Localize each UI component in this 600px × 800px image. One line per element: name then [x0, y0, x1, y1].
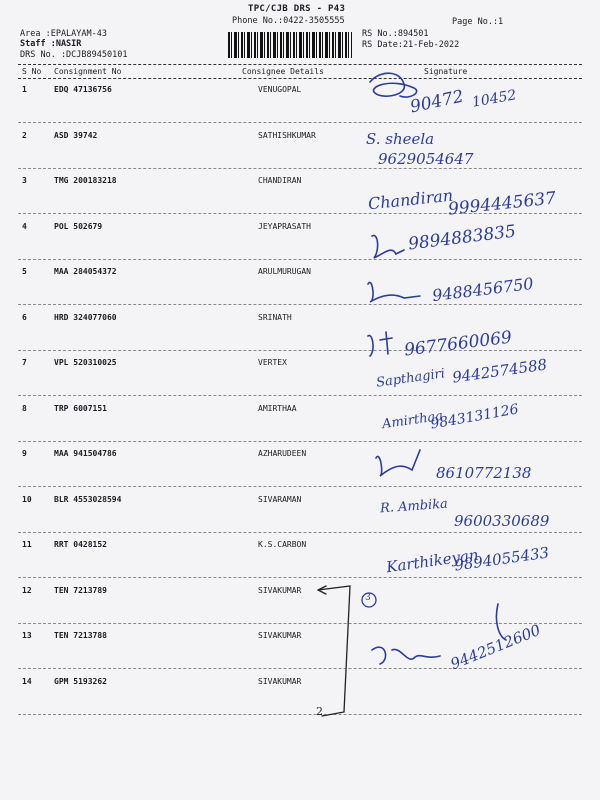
- row-consignment-no: HRD 324077060: [54, 312, 117, 322]
- sheet-title: TPC/CJB DRS - P43: [248, 4, 346, 14]
- signature-scribble-6: [368, 332, 392, 356]
- row-sno: 12: [22, 585, 32, 595]
- page-number: Page No.:1: [452, 17, 504, 27]
- hw-r4-phone: 9894883835: [407, 221, 517, 255]
- row-consignee: AMIRTHAA: [258, 403, 297, 413]
- row-consignment-no: ASD 39742: [54, 130, 98, 140]
- bracket-line: [318, 586, 350, 716]
- row-sno: 8: [22, 403, 27, 413]
- hw-r12-circle: 3: [365, 593, 371, 603]
- row-consignee: SIVARAMAN: [258, 494, 302, 504]
- signature-scribble-1: [370, 73, 417, 97]
- col-consignment: Consignment No: [54, 67, 122, 76]
- hw-r7-phone: 9442574588: [451, 355, 549, 387]
- hw-r11-phone: 9894055433: [453, 543, 551, 575]
- row-consignee: SIVAKUMAR: [258, 585, 302, 595]
- row-sno: 9: [22, 449, 27, 458]
- row-consignee: ARULMURUGAN: [258, 267, 311, 276]
- hw-r10-phone: 9600330689: [454, 512, 550, 530]
- row-consignment-no: VPL 520310025: [54, 358, 117, 367]
- row-consignment-no: RRT 0428152: [54, 540, 107, 549]
- row-consignment-no: GPM 5193262: [54, 676, 107, 686]
- hw-r5-phone: 9488456750: [431, 273, 535, 306]
- row-consignee: JEYAPRASATH: [258, 221, 311, 231]
- row-consignee: VERTEX: [258, 358, 287, 367]
- row-consignee: CHANDIRAN: [258, 176, 302, 185]
- row-consignment-no: MAA 284054372: [54, 267, 117, 276]
- signature-scribble-13: [372, 647, 440, 664]
- row-consignment-no: POL 502679: [54, 221, 103, 231]
- row-sno: 2: [22, 130, 27, 140]
- row-sno: 3: [22, 176, 27, 185]
- rs-number: RS No.:894501: [362, 29, 429, 39]
- hw-r14-mark: 2: [316, 705, 323, 718]
- row-consignment-no: TRP 6007151: [54, 403, 107, 413]
- row-sno: 6: [22, 312, 27, 322]
- row-sno: 4: [22, 221, 27, 231]
- row-consignee: K.S.CARBON: [258, 540, 307, 549]
- row-consignee: AZHARUDEEN: [258, 449, 307, 458]
- hw-r7-name: Sapthagiri: [375, 366, 446, 391]
- row-consignment-no: MAA 941504786: [54, 449, 117, 458]
- hw-r11-name: Karthikeyan: [385, 545, 480, 577]
- hw-r2-name: S. sheela: [366, 130, 435, 148]
- signature-scribble-9: [376, 450, 420, 476]
- row-consignee: VENUGOPAL: [258, 85, 302, 94]
- hw-r2-phone: 9629054647: [378, 150, 474, 168]
- hw-r1-num-a: 90472: [408, 86, 466, 118]
- col-sno: S No: [22, 67, 42, 76]
- drs-number: DRS No. :DCJB89450101: [20, 50, 128, 60]
- hw-r10-name: R. Ambika: [379, 496, 449, 517]
- hw-r8-name: Amirthaa: [381, 408, 444, 433]
- row-consignment-no: BLR 4553028594: [54, 494, 122, 504]
- hw-r8-phone: 9843131126: [429, 401, 520, 433]
- hw-r3-phone: 9994445637: [447, 188, 557, 220]
- hw-r6-phone: 9677660069: [403, 327, 513, 361]
- rs-date: RS Date:21-Feb-2022: [362, 40, 460, 50]
- hw-r1-num-b: 10452: [470, 87, 518, 111]
- phone-number: Phone No.:0422-3505555: [232, 16, 345, 26]
- row-consignee: SRINATH: [258, 312, 292, 322]
- staff-label: Staff :NASIR: [20, 39, 82, 49]
- area-label: Area :EPALAYAM-43: [20, 29, 107, 39]
- row-consignee: SIVAKUMAR: [258, 631, 302, 640]
- row-sno: 14: [22, 676, 32, 686]
- row-consignment-no: TMG 200183218: [54, 176, 117, 185]
- signature-scribble-4: [372, 235, 404, 258]
- row-consignment-no: TEN 7213789: [54, 585, 107, 595]
- row-consignment-no: EDQ 47136756: [54, 85, 112, 94]
- row-sno: 5: [22, 267, 27, 276]
- row-consignee: SIVAKUMAR: [258, 676, 302, 686]
- col-signature: Signature: [424, 67, 468, 76]
- row-sno: 10: [22, 494, 32, 504]
- hw-r3-name: Chandiran: [367, 185, 454, 214]
- row-sno: 11: [22, 540, 32, 549]
- hw-r13-phone: 9442512600: [447, 620, 544, 674]
- row-sno: 13: [22, 631, 32, 640]
- signature-scribble-5: [368, 282, 420, 302]
- row-sno: 1: [22, 85, 27, 94]
- row-sno: 7: [22, 358, 27, 367]
- row-consignee: SATHISHKUMAR: [258, 130, 316, 140]
- hw-r9-phone: 8610772138: [436, 464, 532, 482]
- row-consignment-no: TEN 7213788: [54, 631, 107, 640]
- col-consignee: Consignee Details: [242, 67, 324, 76]
